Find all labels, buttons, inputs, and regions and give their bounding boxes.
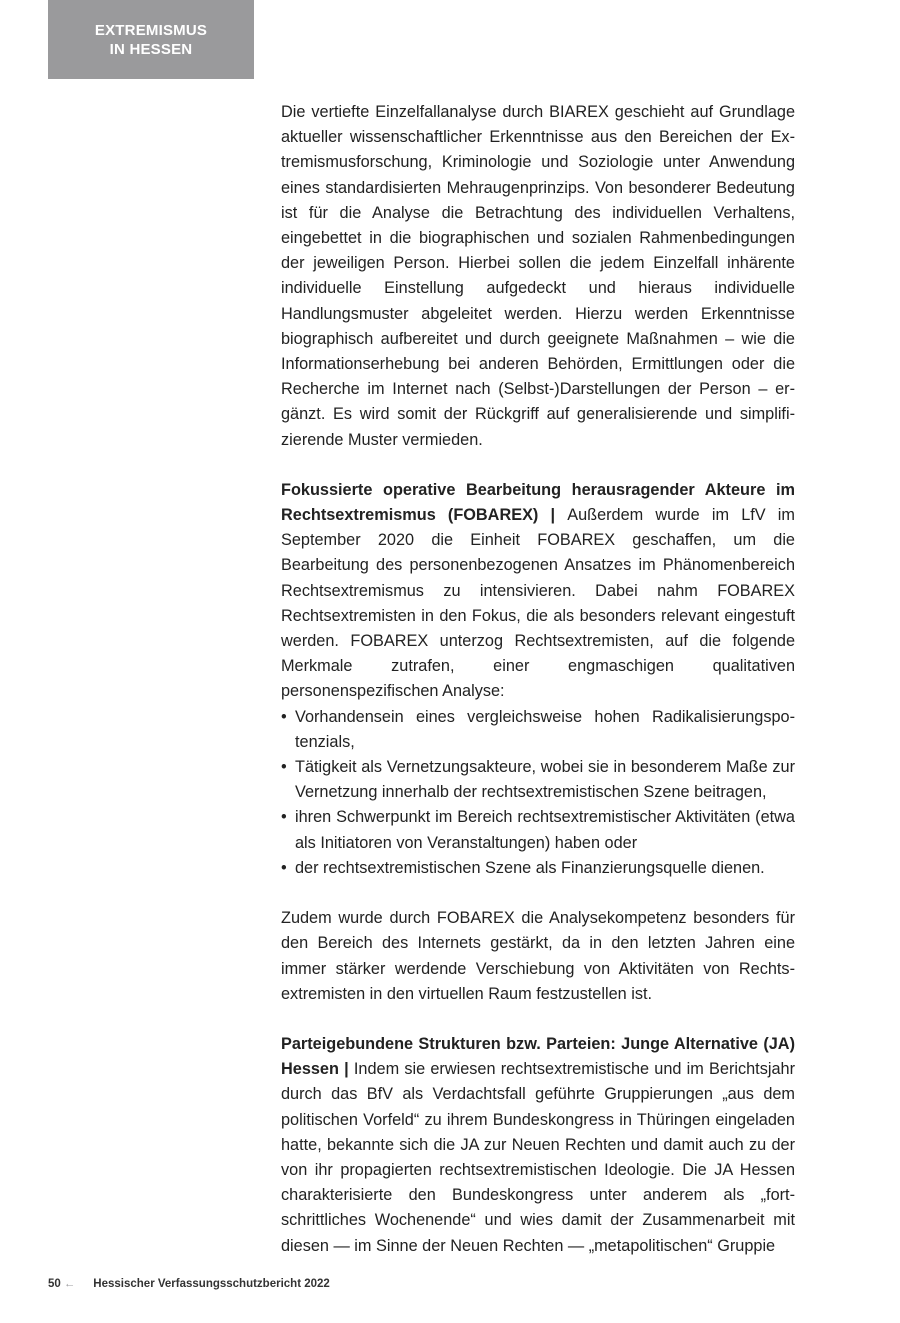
paragraph-biarex: Die vertiefte Einzelfallanalyse durch BIAREX geschieht auf Grundlage aktueller wissenschaftlicher Erkenntnisse aus den Bereichen der Extremismusforschung, Kriminologie und Soziologie unter Anwendung eines standardisierten Mehraugenprinzips. Von besonderer Bedeutung ist für die Analyse die Betrachtung des individuellen Verhaltens, eingebettet in die biographischen und sozialen Rahmenbedingungen der jeweiligen Person. Hierbei sollen die jedem Einzelfall inhärente individuelle Einstellung aufgedeckt und hieraus individuelle Handlungsmuster abgeleitet werden. Hierzu werden Erkenntnisse biographisch aufbereitet und durch geeignete Maßnahmen – wie die Informationserhebung bei anderen Behörden, Ermittlungen oder die Recherche im Internet nach (Selbst-)Darstellungen der Person – ergänzt. Es wird somit der Rückgriff auf generalisierende und simplifizierende Muster vermieden. xyxy=(281,103,795,449)
section-tab xyxy=(48,0,254,79)
body-text xyxy=(281,100,795,1259)
paragraph-internet: Zudem wurde durch FOBAREX die Analysekompetenz besonders für den Bereich des Internets gestärkt, da in den letzten Jahren eine immer stärker werdende Verschiebung von Aktivitäten von Rechtsextremisten in den virtuellen Raum festzustellen ist. xyxy=(281,909,795,1003)
paragraph-ja-hessen-heading: Parteigebundene Strukturen bzw. Parteien: Junge Alternative (JA) Hessen | xyxy=(281,1034,795,1079)
paragraph-ja-hessen xyxy=(281,1032,795,1259)
paragraph-fobarex xyxy=(281,478,795,705)
list-item: • der rechtsextremistischen Szene als Finanzierungsquelle dienen. xyxy=(281,856,795,881)
list-item: • Vorhandensein eines vergleichsweise hohen Radikalisierungspotenzials, xyxy=(281,705,795,755)
list-item: • ihren Schwerpunkt im Bereich rechtsextremistischer Aktivitäten (etwa als Initiatoren von Veranstaltungen) haben oder xyxy=(281,805,795,855)
criteria-list xyxy=(281,705,795,881)
paragraph-gap xyxy=(281,1007,795,1032)
paragraph-fobarex-heading: Fokussierte operative Bearbeitung herausragender Akteure im Rechtsextremismus (FOBAREX) | xyxy=(281,480,795,525)
section-tab-line2: IN HESSEN xyxy=(109,40,193,58)
paragraph-gap xyxy=(281,881,795,906)
paragraph-gap xyxy=(281,453,795,478)
publication-title: Hessischer Verfassungsschutzbericht 2022 xyxy=(93,1278,330,1290)
arrow-left-icon: ← xyxy=(63,1278,76,1290)
paragraph-fobarex-body: Außerdem wurde im LfV im September 2020 die Einheit FOBAREX geschaffen, um die Bearbeitung des personenbezogenen Ansatzes im Phänomenbereich Rechtsextremismus zu intensivieren. Dabei nahm FOBAREX Rechtsextremisten in den Fokus, die als besonders relevant eingestuft werden. FOBAREX unterzog Rechtsextremisten, auf die folgende Merkmale zutrafen, einer engmaschigen qualitativen personenspezifischen Analyse: xyxy=(281,506,795,701)
list-item: • Tätigkeit als Vernetzungsakteure, wobei sie in besonderem Maße zur Vernetzung innerhalb der rechtsextremistischen Szene beitragen, xyxy=(281,755,795,805)
page-footer xyxy=(48,1278,330,1290)
paragraph-ja-hessen-body: Indem sie erwiesen rechtsextremistische und im Berichtsjahr durch das BfV als Verdachtsfall geführte Gruppierungen „aus dem politischen Vorfeld“ zu ihrem Bundeskongress in Thüringen eingeladen hatte, bekannte sich die JA zur Neuen Rechten und damit auch zu der von ihr propagierten rechtsextremistischen Ideologie. Die JA Hessen charakterisierte den Bundeskongress unter anderem als „fortschrittliches Wochenende“ und wies damit der Zusammenarbeit mit diesen — im Sinne der Neuen Rechten — „metapolitischen“ Gruppie xyxy=(281,1060,795,1255)
section-tab-line1: EXTREMISMUS xyxy=(94,21,208,39)
page-number: 50 xyxy=(48,1278,61,1290)
